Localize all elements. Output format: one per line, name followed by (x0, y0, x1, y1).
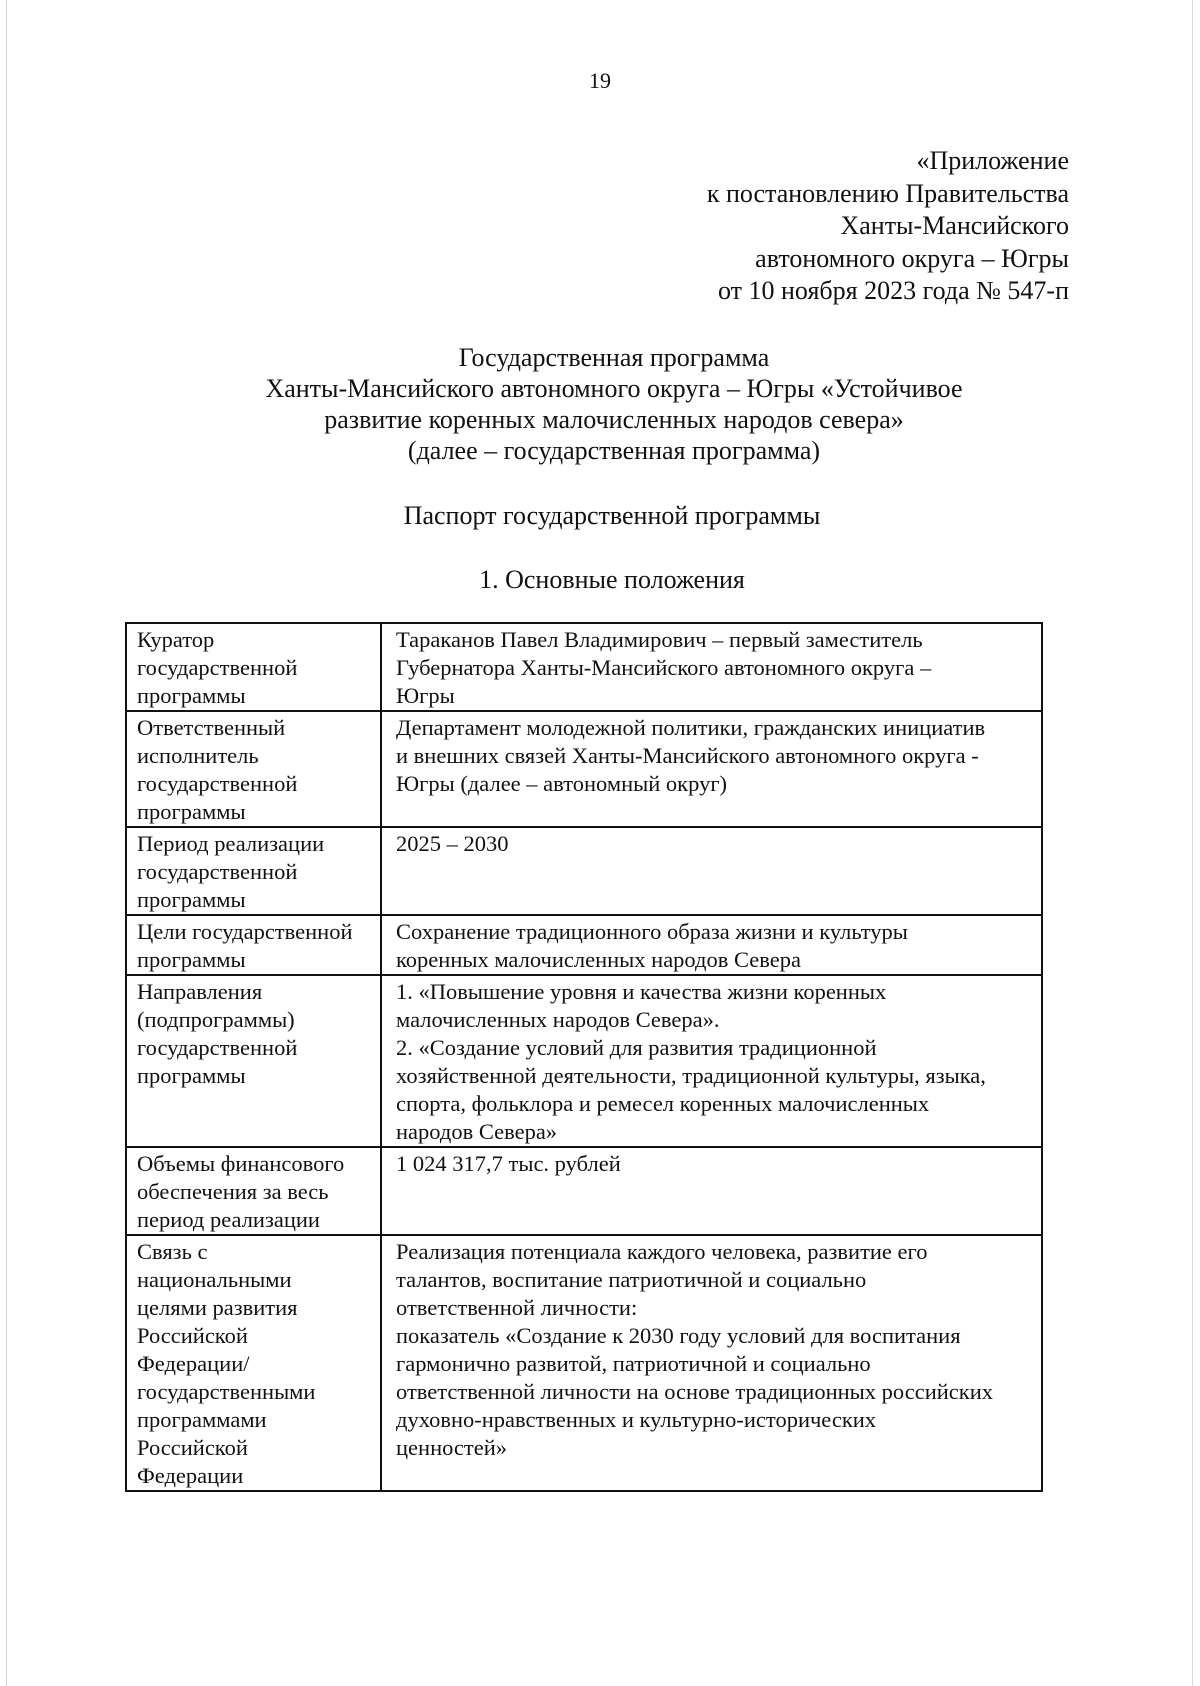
program-title-line: (далее – государственная программа) (407, 436, 821, 465)
value-line: Департамент молодежной политики, гражданских инициатив (396, 715, 986, 740)
section-title: 1. Основные положения (479, 565, 745, 594)
value-line: талантов, воспитание патриотичной и социально (396, 1267, 867, 1292)
row-label-directions (126, 975, 381, 1147)
label-line: обеспечения за весь (137, 1179, 329, 1204)
table-row (126, 975, 1042, 1147)
label-line: Российской (137, 1323, 248, 1348)
row-label-executor (126, 711, 381, 827)
appendix-header (707, 145, 1069, 308)
label-line: программы (137, 683, 246, 708)
value-line: Сохранение традиционного образа жизни и культуры (396, 919, 908, 944)
value-line: 2. «Создание условий для развития традиционной (396, 1035, 877, 1060)
value-line: хозяйственной деятельности, традиционной культуры, языка, (396, 1063, 986, 1088)
label-line: Период реализации (137, 831, 325, 856)
passport-table (125, 622, 1043, 1492)
value-line: Реализация потенциала каждого человека, развитие его (396, 1239, 928, 1264)
value-line: ответственной личности на основе традиционных российских (396, 1379, 993, 1404)
label-line: программы (137, 1063, 246, 1088)
value-line: коренных малочисленных народов Севера (396, 947, 801, 972)
label-line: Связь с (137, 1239, 208, 1264)
value-line: народов Севера» (396, 1119, 558, 1144)
appendix-line: «Приложение (916, 146, 1069, 175)
label-line: государственной (137, 859, 298, 884)
label-line: Ответственный (137, 715, 286, 740)
label-line: программами (137, 1407, 267, 1432)
value-line: 2025 – 2030 (396, 831, 509, 856)
value-line: Югры (далее – автономный округ) (396, 771, 728, 796)
label-line: программы (137, 947, 246, 972)
label-line: период реализации (137, 1207, 320, 1232)
table-row (126, 827, 1042, 915)
row-label-funding (126, 1147, 381, 1235)
row-label-goals (126, 915, 381, 975)
label-line: Федерации (137, 1463, 244, 1488)
label-line: государственными (137, 1379, 316, 1404)
row-value-goals (381, 915, 1042, 975)
value-line: духовно-нравственных и культурно-исторических (396, 1407, 877, 1432)
row-label-national-goals (126, 1235, 381, 1491)
page-number: 19 (589, 68, 611, 93)
table-row (126, 623, 1042, 711)
table-row (126, 915, 1042, 975)
appendix-line: Ханты-Мансийского (840, 211, 1069, 240)
row-value-period (381, 827, 1042, 915)
label-line: Федерации/ (137, 1351, 250, 1376)
row-label-period (126, 827, 381, 915)
label-line: Куратор (137, 627, 215, 652)
value-line: Югры (396, 683, 455, 708)
row-value-national-goals (381, 1235, 1042, 1491)
program-title-line: Государственная программа (458, 343, 770, 372)
table-row (126, 1147, 1042, 1235)
value-line: Губернатора Ханты-Мансийского автономного округа – (396, 655, 932, 680)
value-line: Тараканов Павел Владимирович – первый заместитель (396, 627, 923, 652)
value-line: ценностей» (396, 1435, 508, 1460)
value-line: спорта, фольклора и ремесел коренных малочисленных (396, 1091, 930, 1116)
value-line: гармонично развитой, патриотичной и социально (396, 1351, 871, 1376)
row-value-funding (381, 1147, 1042, 1235)
row-value-curator (381, 623, 1042, 711)
value-line: и внешних связей Ханты-Мансийского автономного округа - (396, 743, 979, 768)
program-title-line: Ханты-Мансийского автономного округа – Югры «Устойчивое (265, 374, 963, 403)
table-row (126, 711, 1042, 827)
label-line: программы (137, 887, 246, 912)
table-row (126, 1235, 1042, 1491)
value-line: 1. «Повышение уровня и качества жизни коренных (396, 979, 887, 1004)
value-line: 1 024 317,7 тыс. рублей (396, 1151, 621, 1176)
label-line: исполнитель (137, 743, 259, 768)
label-line: государственной (137, 655, 298, 680)
row-label-curator (126, 623, 381, 711)
value-line: показатель «Создание к 2030 году условий для воспитания (396, 1323, 961, 1348)
passport-table-body (126, 623, 1042, 1491)
label-line: целями развития (137, 1295, 298, 1320)
appendix-line: от 10 ноября 2023 года № 547-п (718, 276, 1069, 305)
program-title-line: развитие коренных малочисленных народов севера» (324, 405, 904, 434)
passport-title: Паспорт государственной программы (403, 501, 821, 530)
row-value-directions (381, 975, 1042, 1147)
label-line: государственной (137, 771, 298, 796)
appendix-line: автономного округа – Югры (755, 243, 1069, 273)
label-line: национальными (137, 1267, 292, 1292)
label-line: Цели государственной (137, 919, 353, 944)
value-line: ответственной личности: (396, 1295, 638, 1320)
scan-edge-right (1192, 0, 1193, 1686)
scan-edge-left (6, 0, 7, 1686)
value-line: малочисленных народов Севера». (396, 1007, 720, 1032)
label-line: программы (137, 799, 246, 824)
label-line: (подпрограммы) (137, 1007, 295, 1032)
appendix-line: к постановлению Правительства (706, 178, 1069, 208)
label-line: Направления (137, 979, 263, 1004)
label-line: Объемы финансового (137, 1151, 345, 1176)
label-line: государственной (137, 1035, 298, 1060)
row-value-executor (381, 711, 1042, 827)
program-title (0, 342, 1200, 466)
label-line: Российской (137, 1435, 248, 1460)
